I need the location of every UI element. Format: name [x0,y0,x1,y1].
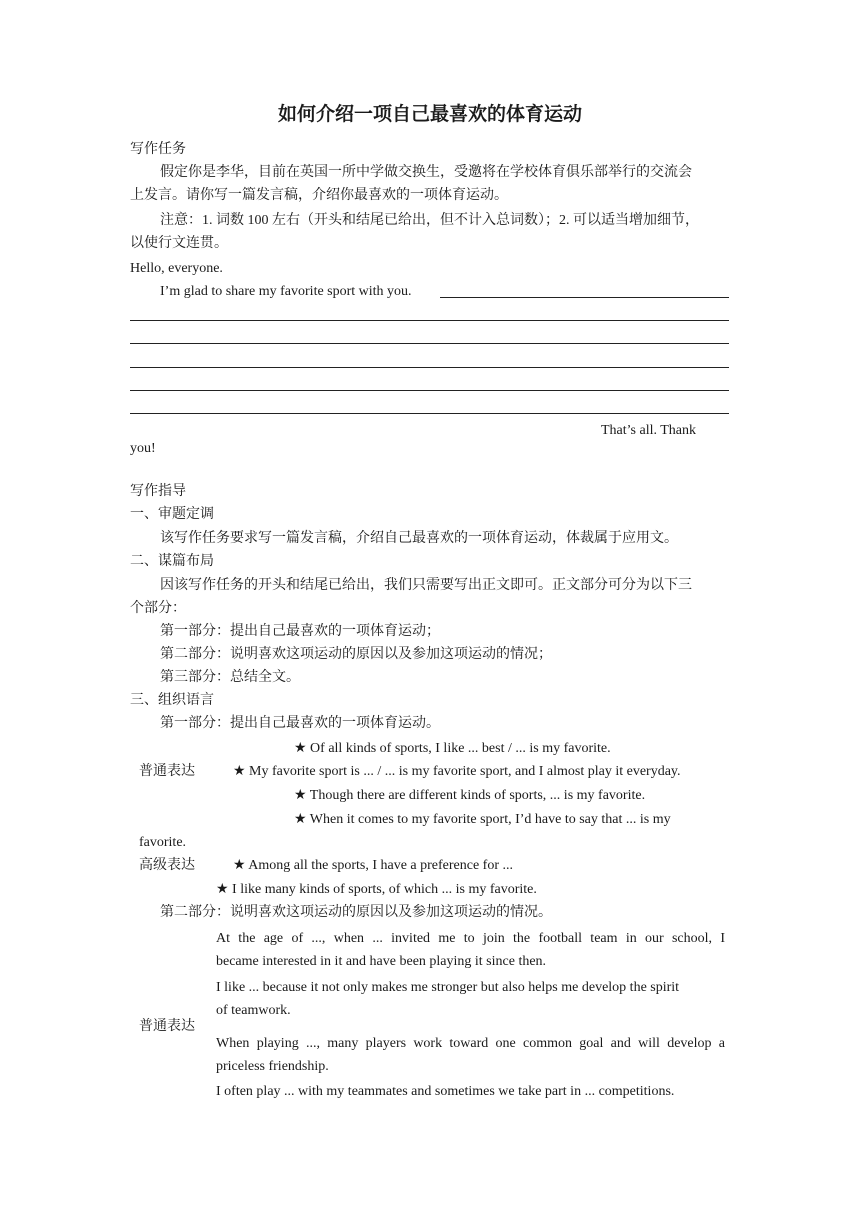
expression-item: favorite. [139,835,187,850]
part-item: 第三部分：总结全文。 [160,670,300,685]
page-title: 如何介绍一项自己最喜欢的体育运动 [277,104,582,125]
expression-item: ★ I like many kinds of sports, of which ... is my favorite. [216,882,537,897]
expression-line: of teamwork. [216,1003,291,1018]
expression-item: ★ Though there are different kinds of sports, ... is my favorite. [294,788,646,803]
part-heading: 第二部分：说明喜欢这项运动的原因以及参加这项运动的情况。 [160,905,552,920]
task-paragraph-line: 假定你是李华，目前在英国一所中学做交换生，受邀将在学校体育俱乐部举行的交流会 [160,165,692,180]
common-expression-label: 普通表达 [139,1019,195,1034]
part-item: 第一部分：提出自己最喜欢的一项体育运动； [160,624,440,639]
task-note-line: 以使行文连贯。 [130,236,228,251]
section-heading: 一、审题定调 [130,507,214,522]
answer-line[interactable] [130,413,729,414]
section-text: 个部分： [130,601,186,616]
advanced-expression-label: 高级表达 [139,858,195,873]
answer-line[interactable] [130,320,729,321]
section-heading: 二、谋篇布局 [130,554,214,569]
part-heading: 第一部分：提出自己最喜欢的一项体育运动。 [160,716,440,731]
opening-sentence: I’m glad to share my favorite sport with you. [160,284,412,299]
expression-line: At the age of ..., when ... invited me to join the football team in our school, I [216,931,725,946]
expression-line: I often play ... with my teammates and sometimes we take part in ... competitions. [216,1084,675,1099]
expression-line: priceless friendship. [216,1059,329,1074]
greeting: Hello, everyone. [130,261,223,276]
task-heading: 写作任务 [130,142,186,157]
section-text: 因该写作任务的开头和结尾已给出，我们只需要写出正文即可。正文部分可分为以下三 [160,578,692,593]
answer-line[interactable] [130,367,729,368]
task-note-line: 注意：1. 词数 100 左右（开头和结尾已给出，但不计入总词数）；2. 可以适当增加细节， [160,213,699,228]
expression-item: ★ Of all kinds of sports, I like ... best / ... is my favorite. [294,741,611,756]
common-expression-label: 普通表达 [139,764,195,779]
expression-item: ★ My favorite sport is ... / ... is my favorite sport, and I almost play it everyday. [233,764,681,779]
expression-line: became interested in it and have been playing it since then. [216,954,547,969]
expression-item: ★ Among all the sports, I have a preference for ... [233,858,514,873]
guide-heading: 写作指导 [130,484,186,499]
answer-line[interactable] [440,297,729,298]
task-paragraph-line: 上发言。请你写一篇发言稿，介绍你最喜欢的一项体育运动。 [130,188,508,203]
answer-line[interactable] [130,390,729,391]
expression-line: I like ... because it not only makes me stronger but also helps me develop the spirit [216,980,680,995]
expression-line: When playing ..., many players work toward one common goal and will develop a [216,1036,725,1051]
expression-item: ★ When it comes to my favorite sport, I’d have to say that ... is my [294,812,671,827]
part-item: 第二部分：说明喜欢这项运动的原因以及参加这项运动的情况； [160,647,552,662]
section-text: 该写作任务要求写一篇发言稿，介绍自己最喜欢的一项体育运动，体裁属于应用文。 [160,531,678,546]
section-heading: 三、组织语言 [130,693,214,708]
closing-sentence: That’s all. Thank [601,423,696,438]
closing-sentence: you! [130,441,156,456]
answer-line[interactable] [130,343,729,344]
